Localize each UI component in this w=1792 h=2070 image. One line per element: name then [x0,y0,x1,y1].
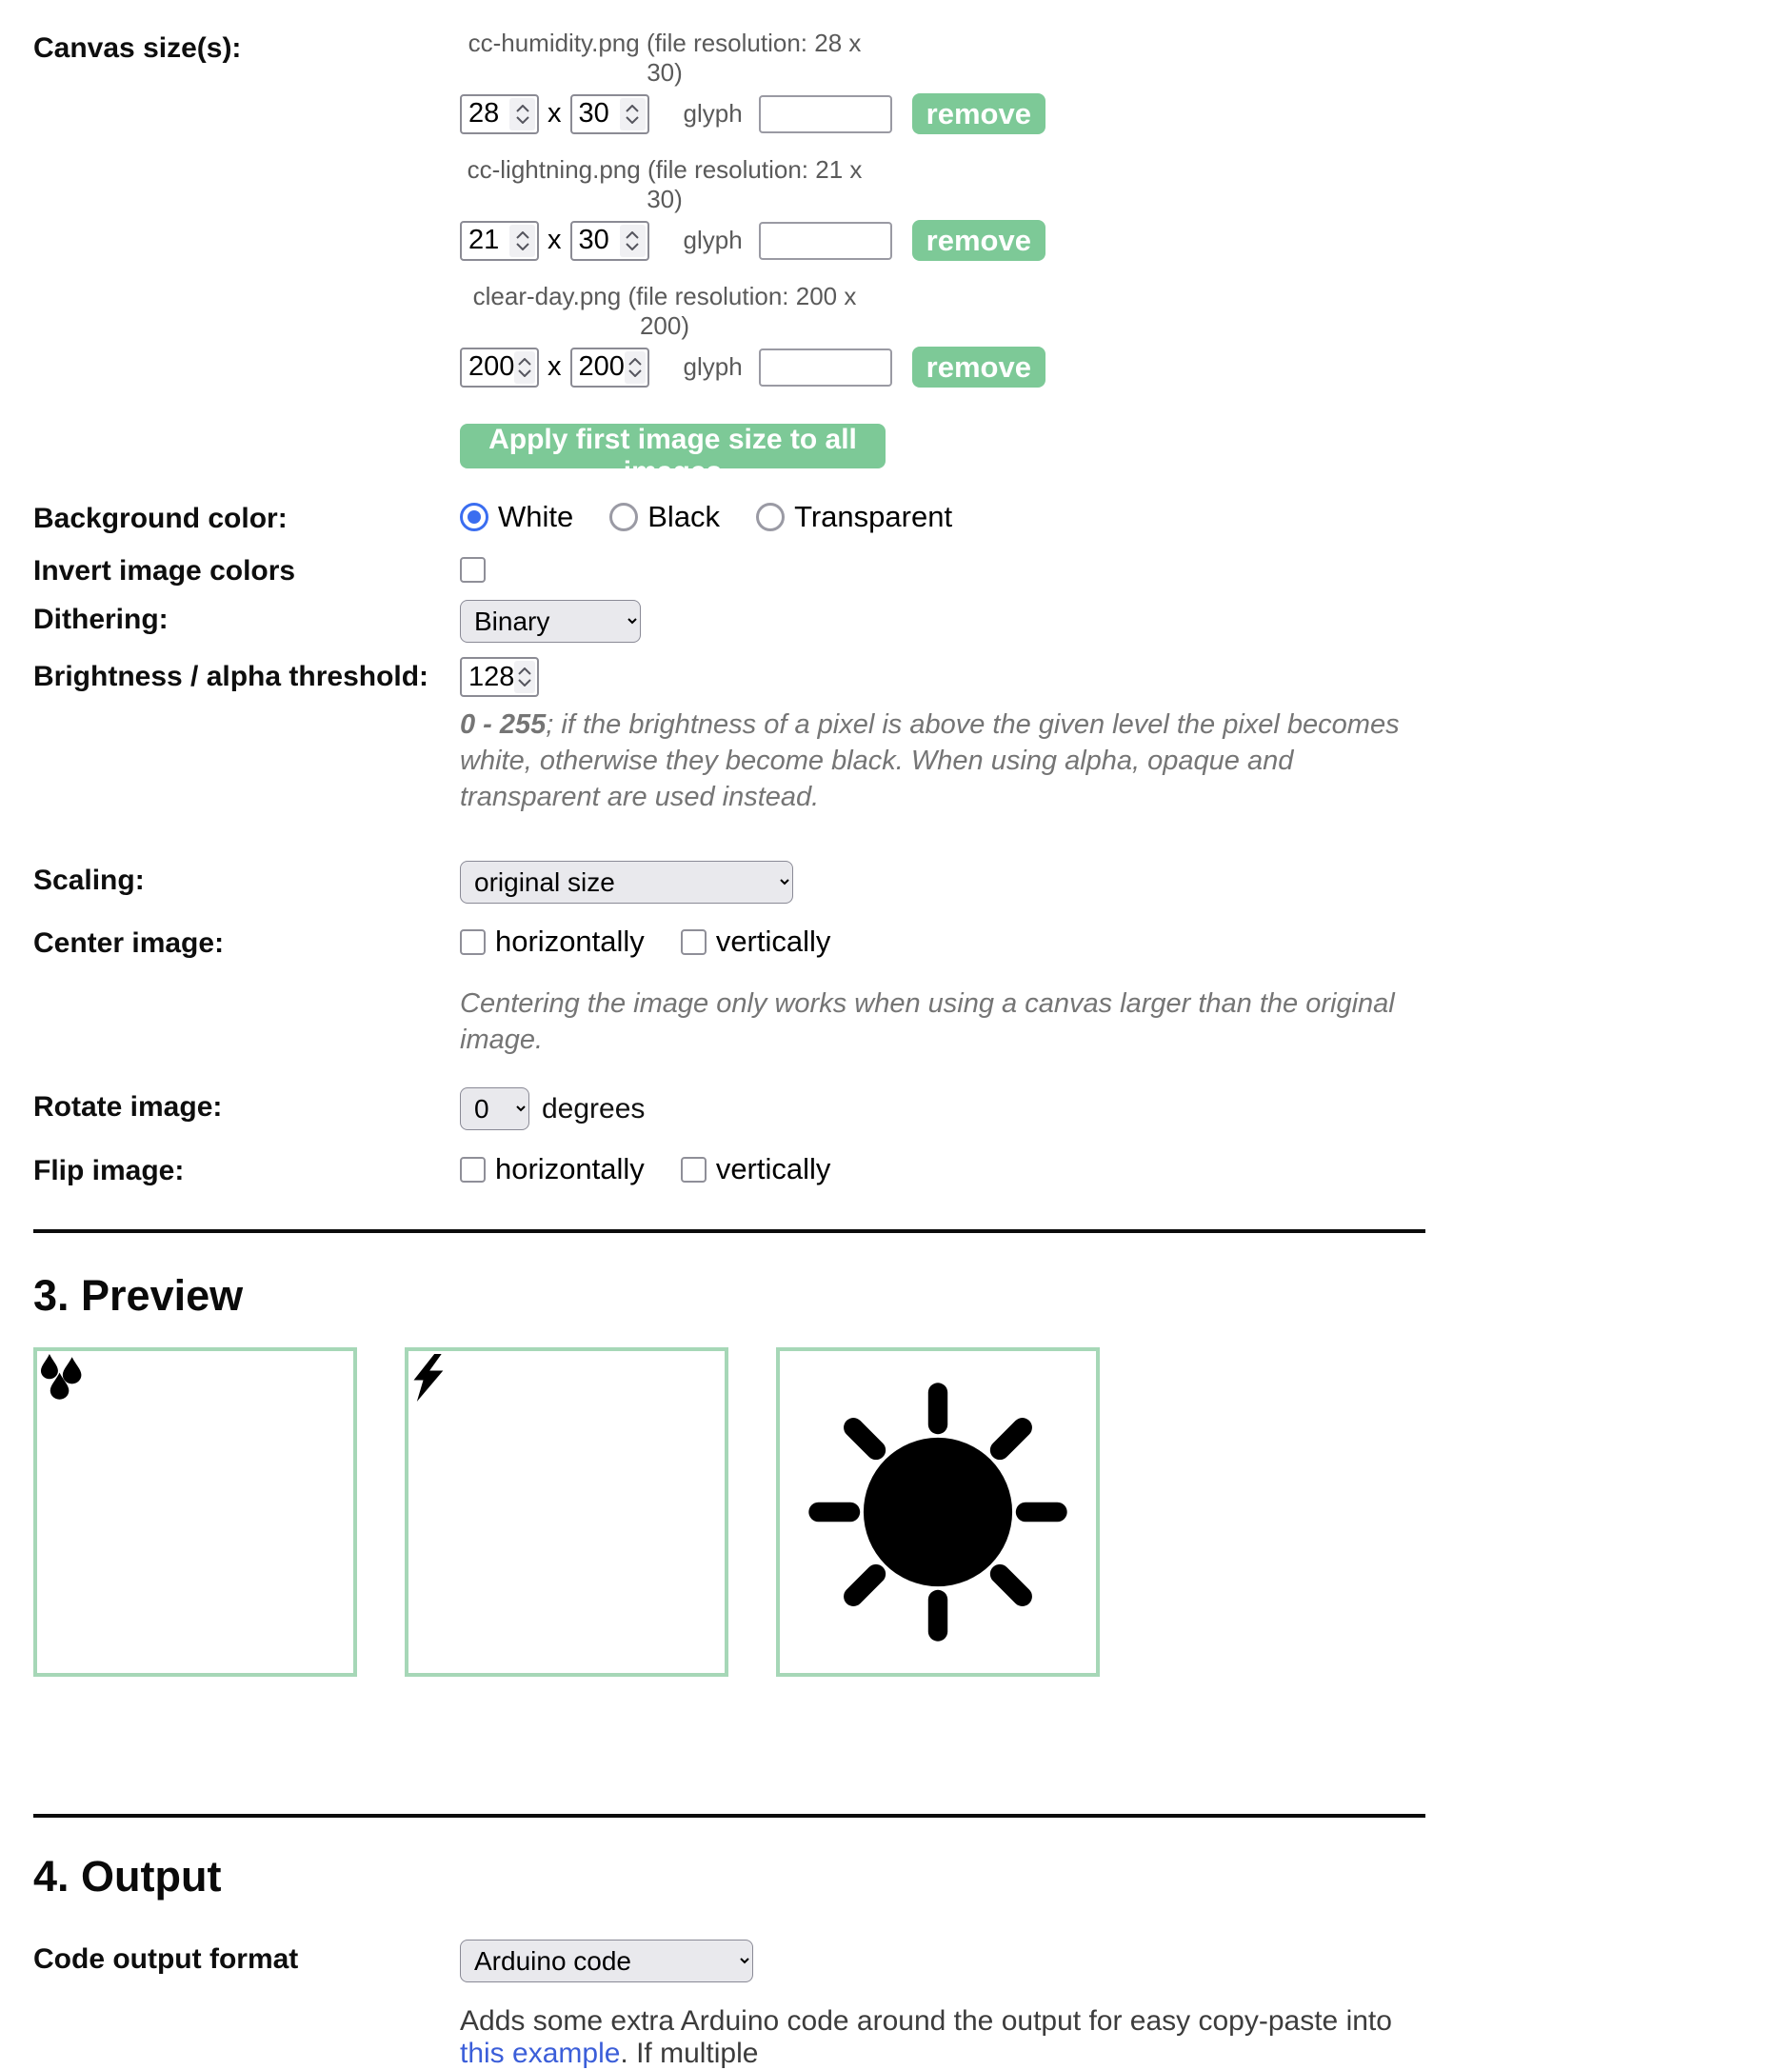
image-size-row [460,29,1425,134]
height-stepper[interactable] [570,221,649,261]
rotate-image-label: Rotate image: [33,1091,223,1123]
spinner-down-icon[interactable] [628,369,642,377]
size-separator: x [548,98,562,129]
example-link[interactable]: this example [460,2038,621,2069]
canvas-sizes-row [33,29,1425,499]
code-format-description [460,2005,1425,2070]
center-image-label: Center image: [33,927,225,959]
invert-colors-label: Invert image colors [33,555,296,587]
scaling-row [33,861,1425,904]
center-vertically-checkbox[interactable] [681,929,707,955]
spinner-down-icon[interactable] [516,243,529,250]
image-caption: cc-humidity.png (file resolution: 28 x 30) [468,29,862,87]
center-image-row [33,924,1425,960]
threshold-help-body: ; if the brightness of a pixel is above the given level the pixel becomes white, otherwise they become black. When using alpha, opaque and transparent are used instead. [460,709,1400,812]
size-separator: x [548,225,562,255]
stepper-buttons[interactable] [514,351,535,384]
spinner-down-icon[interactable] [626,116,639,124]
lightning-icon [411,1354,445,1402]
degrees-label: degrees [542,1092,646,1125]
radio-icon[interactable] [609,503,638,531]
glyph-input[interactable] [759,222,892,260]
width-value: 21 [468,225,500,255]
height-value: 30 [578,225,609,255]
image-caption: cc-lightning.png (file resolution: 21 x 30) [467,155,863,213]
preview-canvas-lightning [405,1347,728,1677]
stepper-buttons[interactable] [620,98,646,130]
humidity-icon [40,1354,84,1401]
threshold-help-text [460,707,1425,815]
glyph-label: glyph [683,226,743,254]
canvas-sizes-controls [460,29,1425,499]
glyph-label: glyph [683,352,743,381]
flip-horizontally-checkbox[interactable] [460,1157,486,1183]
radio-white[interactable] [460,500,573,534]
code-format-label: Code output format [33,1943,299,1975]
width-stepper[interactable] [460,94,539,134]
spinner-up-icon[interactable] [516,231,529,239]
image-caption: clear-day.png (file resolution: 200 x 200) [472,282,857,340]
flip-horizontally-label: horizontally [495,1152,645,1185]
spinner-up-icon[interactable] [518,358,531,366]
stepper-buttons[interactable] [514,661,535,693]
glyph-input[interactable] [759,95,892,133]
remove-button[interactable]: remove [912,347,1045,388]
spinner-down-icon[interactable] [518,369,531,377]
stepper-buttons[interactable] [620,225,646,257]
radio-selected-icon[interactable] [460,503,488,531]
center-horizontally-label: horizontally [495,925,645,958]
width-value: 200 [468,351,515,382]
description-text: Adds some extra Arduino code around the output for easy copy-paste into [460,2005,1392,2037]
invert-colors-checkbox[interactable] [460,557,486,583]
radio-transparent[interactable] [756,500,952,534]
preview-canvas-humidity [33,1347,357,1677]
remove-button[interactable]: remove [912,93,1045,134]
remove-button[interactable]: remove [912,220,1045,261]
height-stepper[interactable] [570,94,649,134]
spinner-up-icon[interactable] [518,667,531,675]
spinner-up-icon[interactable] [628,358,642,366]
radio-white-label: White [498,500,574,533]
description-text: . If multiple [620,2038,759,2069]
scaling-label: Scaling: [33,865,145,896]
flip-vertically-label: vertically [715,1152,831,1185]
canvas-sizes-label: Canvas size(s): [33,32,242,64]
glyph-input[interactable] [759,348,892,387]
image-size-row [460,282,1425,388]
radio-black-label: Black [647,500,721,533]
code-format-select[interactable] [460,1940,753,1982]
width-stepper[interactable] [460,221,539,261]
spinner-down-icon[interactable] [518,679,531,687]
flip-vertically-option[interactable] [681,1152,831,1186]
height-stepper[interactable] [570,348,649,388]
height-value: 200 [578,351,625,382]
radio-transparent-label: Transparent [794,500,953,533]
image-size-row [460,155,1425,261]
stepper-buttons[interactable] [509,225,535,257]
size-separator: x [548,351,562,382]
glyph-label: glyph [683,99,743,128]
rotate-image-row [33,1087,1425,1130]
spinner-up-icon[interactable] [626,105,639,112]
stepper-buttons[interactable] [625,351,646,384]
flip-vertically-checkbox[interactable] [681,1157,707,1183]
threshold-help-range: 0 - 255 [460,709,547,740]
flip-image-label: Flip image: [33,1155,185,1186]
sun-icon [787,1362,1088,1662]
apply-first-size-button[interactable]: Apply first image size to all images [460,424,886,468]
preview-canvas-sun [776,1347,1100,1677]
width-stepper[interactable] [460,348,539,388]
flip-image-row [33,1151,1425,1187]
spinner-down-icon[interactable] [626,243,639,250]
spinner-down-icon[interactable] [516,116,529,124]
spinner-up-icon[interactable] [516,105,529,112]
background-color-label: Background color: [33,503,288,534]
section-divider [33,1229,1425,1233]
preview-canvases [33,1347,1425,1677]
threshold-value: 128 [468,661,515,692]
center-vertically-option[interactable] [681,925,831,959]
invert-colors-row [33,551,1425,587]
scaling-select[interactable] [460,861,793,904]
rotate-select[interactable] [460,1087,529,1130]
width-value: 28 [468,98,500,129]
center-image-note: Centering the image only works when using a canvas larger than the original image. [460,988,1395,1055]
preview-heading: 3. Preview [33,1271,244,1320]
threshold-label: Brightness / alpha threshold: [33,661,429,692]
radio-black[interactable] [609,500,720,534]
flip-horizontally-option[interactable] [460,1152,645,1186]
code-format-row [33,1940,1425,1982]
center-horizontally-option[interactable] [460,925,645,959]
dithering-row [33,600,1425,643]
threshold-row [33,657,1425,697]
background-color-row [33,499,1425,535]
spinner-up-icon[interactable] [626,231,639,239]
output-heading: 4. Output [33,1852,222,1901]
dithering-label: Dithering: [33,604,169,635]
stepper-buttons[interactable] [509,98,535,130]
center-horizontally-checkbox[interactable] [460,929,486,955]
section-divider [33,1814,1425,1818]
height-value: 30 [578,98,609,129]
radio-icon[interactable] [756,503,785,531]
center-vertically-label: vertically [715,925,831,958]
dithering-select[interactable] [460,600,641,643]
threshold-stepper[interactable] [460,657,539,697]
